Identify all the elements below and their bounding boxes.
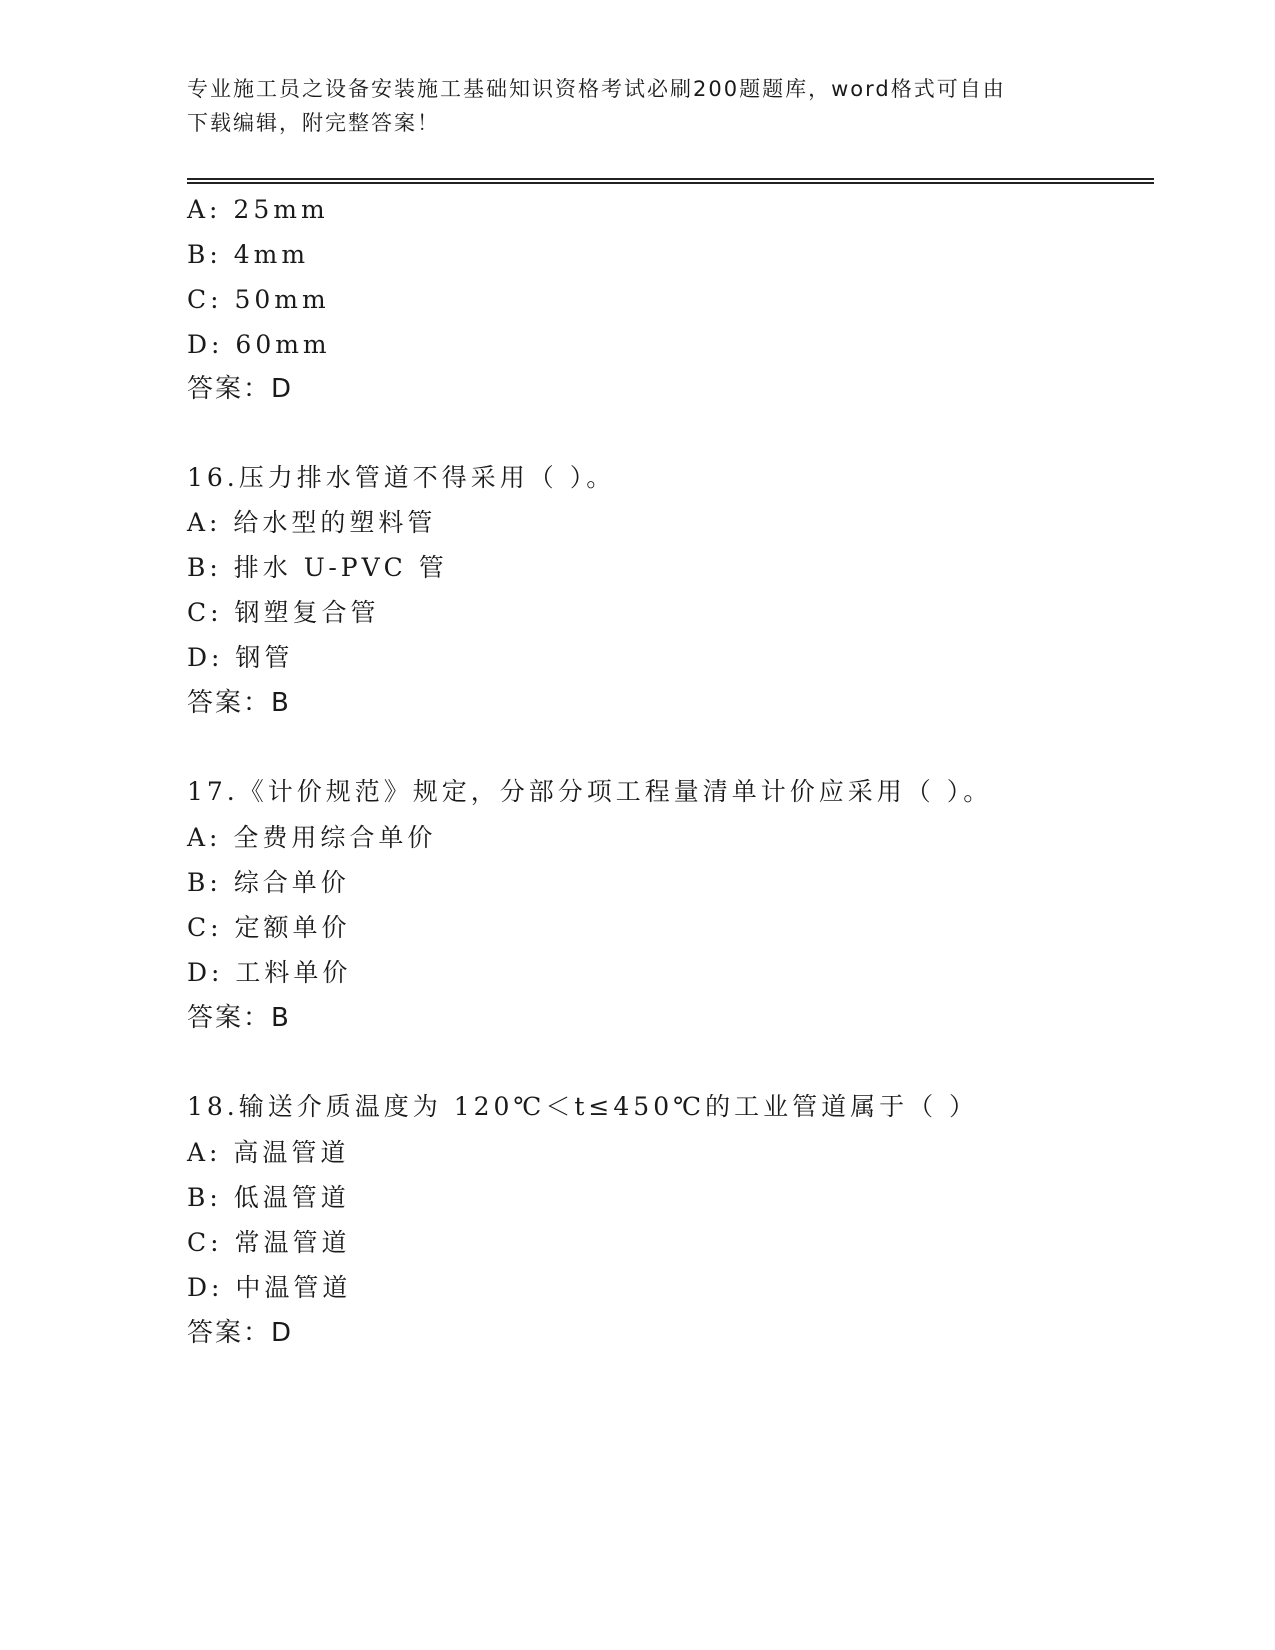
q15-option-a: A: 25mm: [187, 195, 329, 224]
answer-label: 答案：: [187, 1003, 272, 1033]
q18-option-c: C: 常温管道: [187, 1228, 351, 1257]
q15-option-b: B: 4mm: [187, 240, 310, 269]
q16-question: 16.压力排水管道不得采用（ ）。: [187, 463, 616, 492]
answer-value: D: [271, 374, 294, 404]
q17-answer: [187, 1001, 291, 1035]
q15-answer: [187, 372, 293, 406]
q16-option-b: B: 排水 U-PVC 管: [187, 553, 448, 582]
answer-label: 答案：: [187, 1318, 272, 1348]
q18-answer: [187, 1316, 293, 1350]
q17-option-b: B: 综合单价: [187, 868, 350, 897]
answer-label: 答案：: [187, 374, 272, 404]
q18-option-d: D: 中温管道: [187, 1273, 352, 1302]
header-line-1: 专业施工员之设备安装施工基础知识资格考试必刷200题题库，word格式可自由: [187, 77, 1006, 101]
header-divider-bottom: [187, 182, 1154, 184]
q17-question: 17.《计价规范》规定，分部分项工程量清单计价应采用（ ）。: [187, 777, 993, 806]
q15-option-d: D: 60mm: [187, 330, 331, 359]
q16-option-c: C: 钢塑复合管: [187, 598, 380, 627]
document-header: [187, 72, 1067, 140]
q17-option-c: C: 定额单价: [187, 913, 351, 942]
answer-value: D: [271, 1318, 294, 1348]
q16-option-d: D: 钢管: [187, 643, 294, 672]
header-line-2: 下载编辑，附完整答案！: [187, 111, 440, 135]
q18-option-a: A: 高温管道: [187, 1138, 350, 1167]
header-divider-top: [187, 178, 1154, 180]
answer-value: B: [271, 688, 291, 718]
q17-option-a: A: 全费用综合单价: [187, 823, 437, 852]
q17-option-d: D: 工料单价: [187, 958, 352, 987]
q16-answer: [187, 686, 291, 720]
q16-option-a: A: 给水型的塑料管: [187, 508, 437, 537]
q18-option-b: B: 低温管道: [187, 1183, 350, 1212]
q18-question: 18.输送介质温度为 120℃＜t≤450℃的工业管道属于（ ）: [187, 1092, 979, 1121]
answer-label: 答案：: [187, 688, 272, 718]
answer-value: B: [271, 1003, 291, 1033]
q15-option-c: C: 50mm: [187, 285, 330, 314]
